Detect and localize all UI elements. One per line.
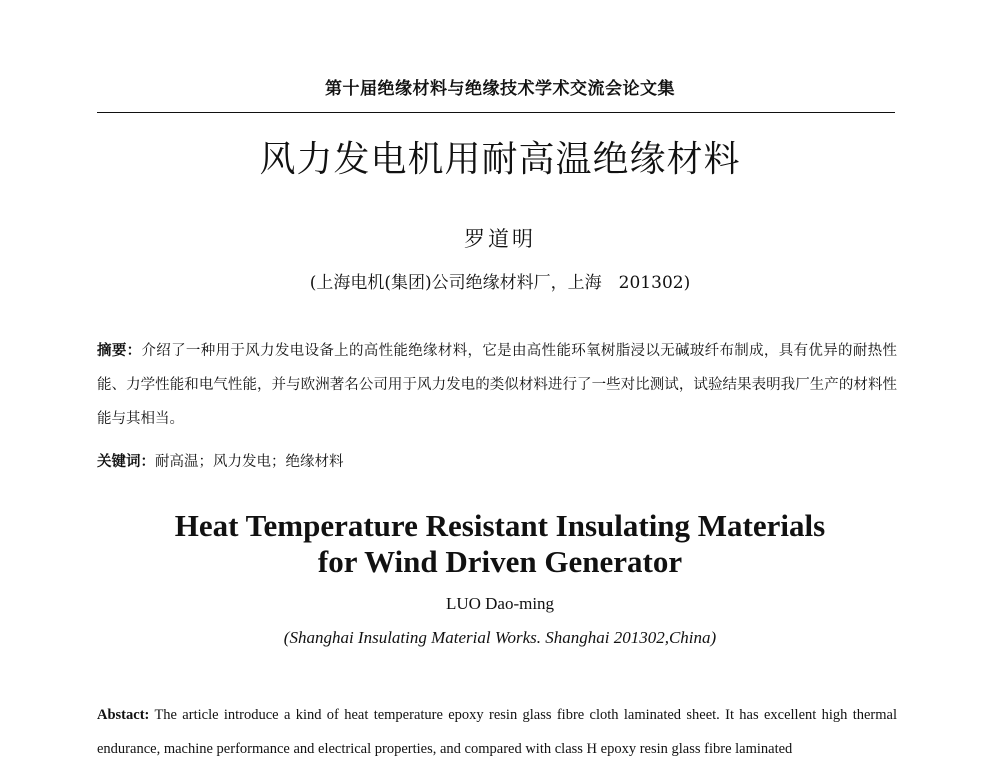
author-chinese: 罗道明 [464,227,536,251]
affiliation-chinese: (上海电机(集团)公司绝缘材料厂，上海 201302) [309,273,691,293]
abstract-chinese-label: 摘要： [97,343,142,359]
abstract-english-text: The article introduce a kind of heat temperature epoxy resin glass fibre cloth laminated sheet. It has excellent high thermal endurance, machine performance and electrical properties, and compared with class H epoxy resin glass fibre laminated [97,707,897,757]
running-head: 第十届绝缘材料与绝缘技术学术交流会论文集 [325,79,675,99]
affiliation-english: (Shanghai Insulating Material Works. Shanghai 201302,China) [283,628,717,647]
author-english: LUO Dao-ming [445,594,555,613]
paper-title-english [0,508,1000,580]
paper-title-chinese: 风力发电机用耐高温绝缘材料 [259,139,741,180]
abstract-chinese-text: 介绍了一种用于风力发电设备上的高性能绝缘材料，它是由高性能环氧树脂浸以无碱玻纤布制成，具有优异的耐热性能、力学性能和电气性能，并与欧洲著名公司用于风力发电的类似材料进行了一些对比测试，试验结果表明我厂生产的材料性能与其相当。 [97,343,898,427]
paper-title-english-line2: for Wind Driven Generator [317,544,683,579]
header-rule [97,112,895,113]
abstract-english-label: Abstact: [97,707,150,723]
keywords-chinese [97,449,897,475]
abstract-english [97,698,897,766]
abstract-chinese [97,334,897,436]
paper-title-english-line1: Heat Temperature Resistant Insulating Materials [174,508,826,543]
keywords-chinese-label: 关键词： [97,454,155,470]
keywords-chinese-text: 耐高温；风力发电；绝缘材料 [155,454,344,470]
